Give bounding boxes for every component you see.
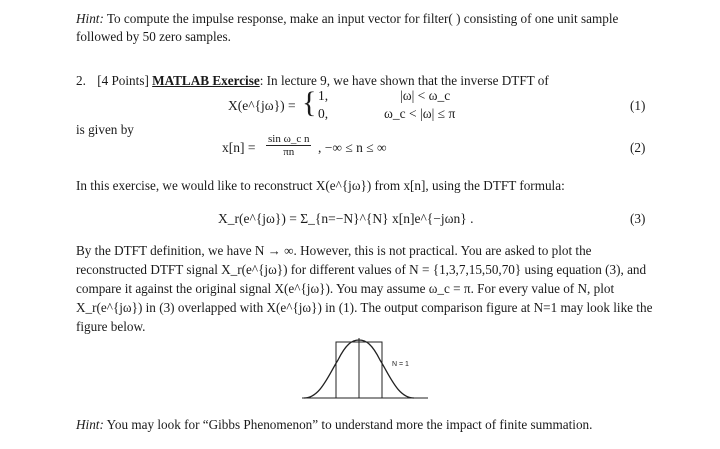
hint-top-line1	[76, 11, 618, 27]
eq2-lhs: x[n] =	[222, 140, 256, 155]
paragraph	[76, 243, 653, 335]
hint-bottom	[76, 417, 592, 433]
hint-label: Hint:	[76, 11, 104, 26]
hint-bottom-label: Hint:	[76, 417, 104, 432]
reconstruct-text: In this exercise, we would like to reconstruct X(e^{jω}) from x[n], using the DTFT formula:	[76, 178, 565, 193]
eq1-number: (1)	[630, 98, 646, 113]
eq2-range: , −∞ ≤ n ≤ ∞	[318, 140, 387, 155]
paragraph-line: compare it against the original signal X(e^{jω}). You may assume ω_c = π. For every value of N, plot	[76, 281, 615, 296]
paragraph-line: reconstructed DTFT signal X_r(e^{jω}) for different values of N = {1,3,7,15,50,70} using equation (3), and	[76, 262, 647, 277]
eq2-fraction	[266, 133, 311, 158]
hint-text: To compute the impulse response, make an input vector for filter( ) consisting of one unit sample	[106, 11, 619, 26]
given-by-text: is given by	[76, 122, 134, 137]
comparison-figure	[300, 336, 430, 406]
problem-title: MATLAB Exercise	[152, 73, 260, 88]
eq1-case2-cond: ω_c < |ω| ≤ π	[384, 106, 456, 121]
eq2-number: (2)	[630, 140, 646, 155]
problem-points: [4 Points]	[97, 73, 149, 88]
hint-bottom-text: You may look for “Gibbs Phenomenon” to understand more the impact of finite summation.	[106, 417, 593, 432]
paragraph-line: By the DTFT definition, we have N → ∞. However, this is not practical. You are asked to plot the	[76, 243, 592, 258]
eq2-denominator: πn	[283, 146, 295, 158]
eq1-case2-value: 0,	[318, 106, 329, 121]
eq1-brace: {	[302, 86, 317, 119]
eq2-numerator: sin ω_c n	[268, 133, 310, 145]
eq1-lhs: X(e^{jω}) =	[228, 98, 296, 113]
eq3-expression: X_r(e^{jω}) = Σ_{n=−N}^{N} x[n]e^{−jωn} .	[218, 211, 474, 226]
hint-top-line2: followed by 50 zero samples.	[76, 29, 231, 44]
eq1-case1-value: 1,	[318, 88, 329, 103]
eq3-number: (3)	[630, 211, 646, 226]
paragraph-line: X_r(e^{jω}) in (3) overlapped with X(e^{jω}) in (1). The output comparison figure at N=1 may look like the	[76, 300, 653, 315]
problem-intro: : In lecture 9, we have shown that the inverse DTFT of	[259, 73, 549, 88]
paragraph-line: figure below.	[76, 319, 146, 334]
problem-number: 2.	[76, 73, 86, 88]
figure-legend-label: N = 1	[392, 361, 409, 368]
eq1-case1-cond: |ω| < ω_c	[400, 88, 451, 103]
